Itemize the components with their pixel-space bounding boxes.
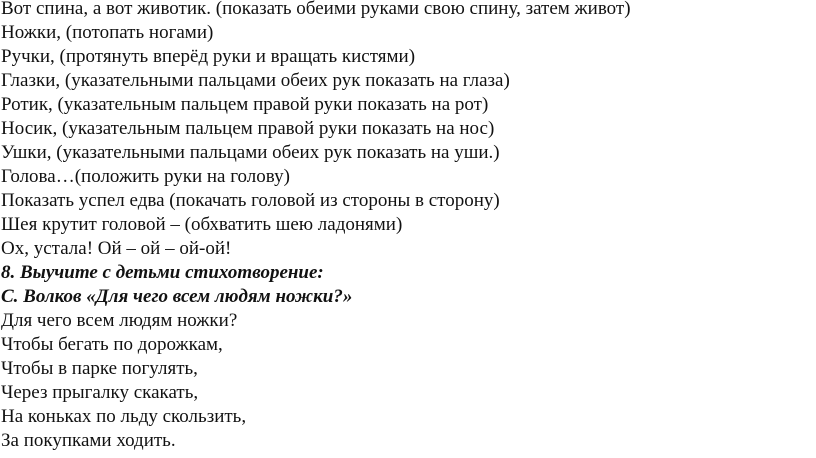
poem-line: Через прыгалку скакать, — [1, 382, 199, 403]
section-heading: 8. Выучите с детьми стихотворение: — [1, 262, 324, 283]
text-line: Голова…(положить руки на голову) — [1, 166, 290, 187]
poem-line: На коньках по льду скользить, — [1, 406, 247, 427]
text-line: Ушки, (указательными пальцами обеих рук показать на уши.) — [1, 142, 500, 163]
poem-title: С. Волков «Для чего всем людям ножки?» — [1, 286, 353, 307]
text-line: Шея крутит головой – (обхватить шею ладонями) — [1, 214, 403, 235]
text-line: Показать успел едва (покачать головой из стороны в сторону) — [1, 190, 500, 211]
poem-line: За покупками ходить. — [1, 430, 176, 451]
text-line: Ручки, (протянуть вперёд руки и вращать кистями) — [1, 46, 416, 67]
poem-line: Чтобы в парке погулять, — [1, 358, 198, 379]
text-line: Ножки, (потопать ногами) — [1, 22, 214, 43]
poem-line: Чтобы бегать по дорожкам, — [1, 334, 223, 355]
text-line: Носик, (указательным пальцем правой руки показать на нос) — [1, 118, 495, 139]
poem-line: Для чего всем людям ножки? — [1, 310, 238, 331]
text-line: Глазки, (указательными пальцами обеих рук показать на глаза) — [1, 70, 510, 91]
text-line: Ох, устала! Ой – ой – ой-ой! — [1, 238, 232, 259]
text-line: Ротик, (указательным пальцем правой руки показать на рот) — [1, 94, 489, 115]
text-line: Вот спина, а вот животик. (показать обеими руками свою спину, затем живот) — [1, 0, 631, 19]
